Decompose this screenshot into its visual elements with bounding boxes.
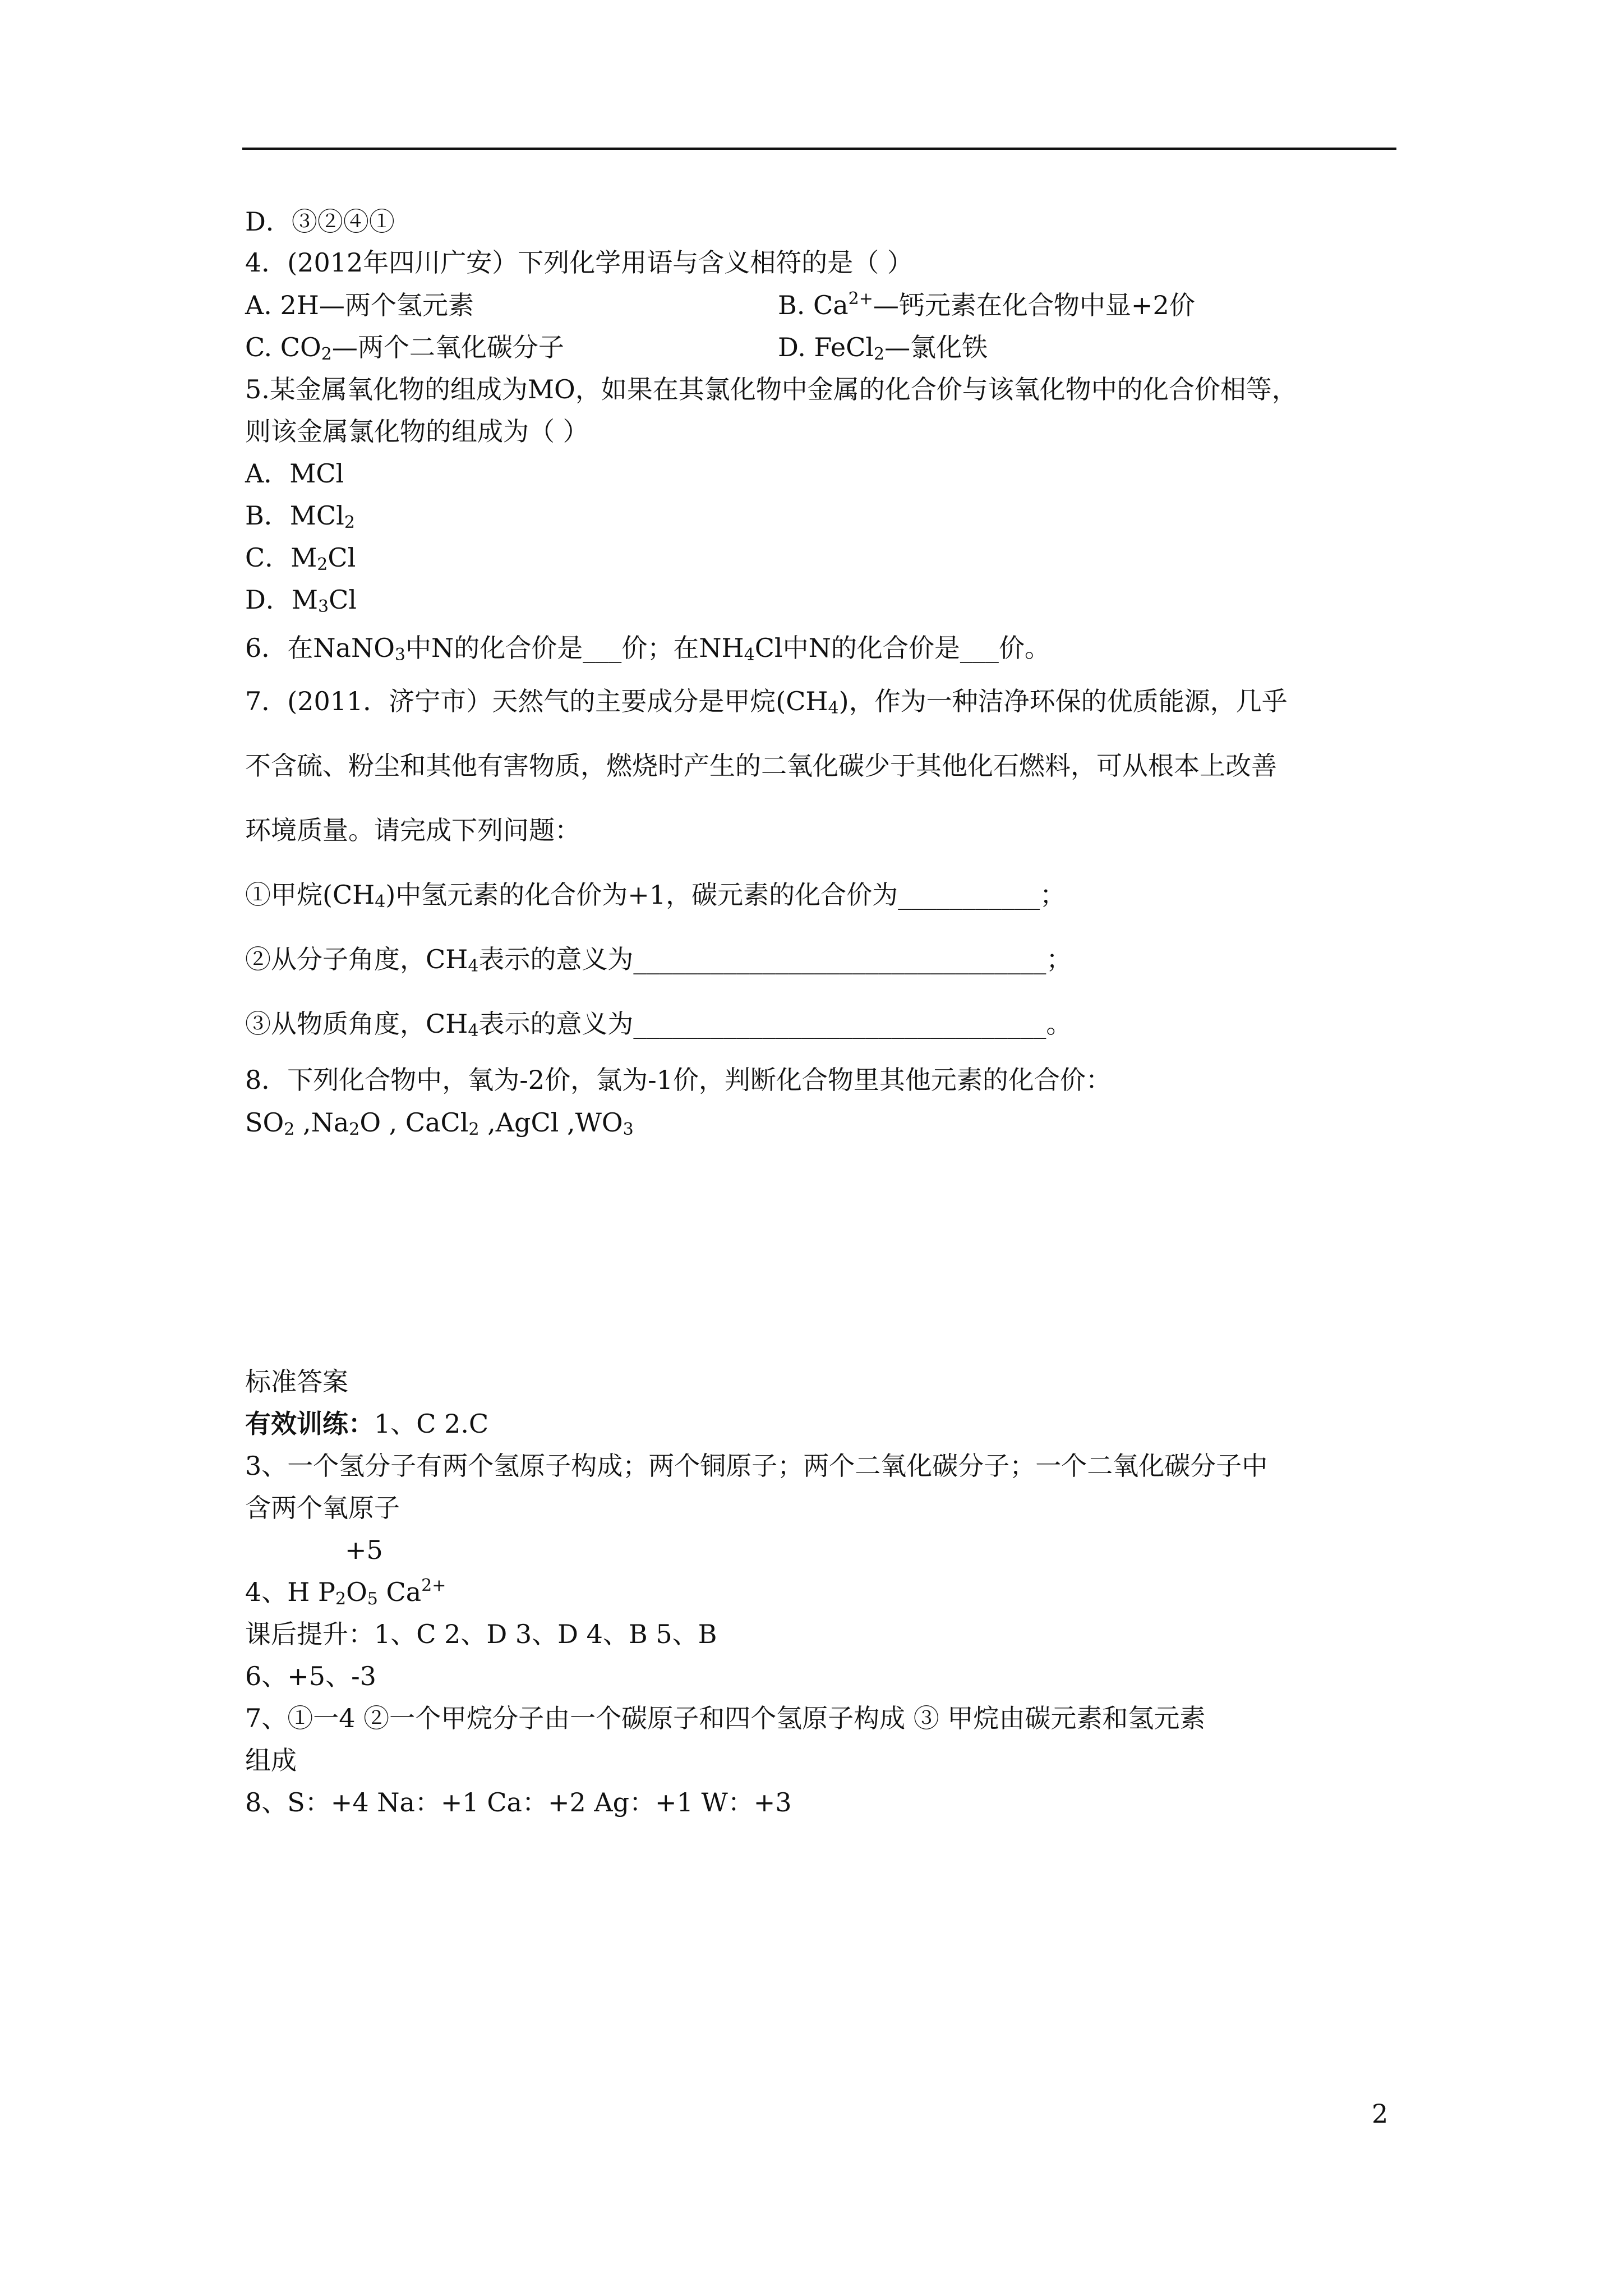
q7-line1: 7．(2011．济宁市）天然气的主要成分是甲烷$(CH_4)$，作为一种洁净环保的优质能源，几乎 xyxy=(245,686,1288,718)
answers-title: 标准答案 xyxy=(245,1366,348,1397)
answer-3-line2: 含两个氧原子 xyxy=(245,1493,400,1523)
q5-option-c: C．$M_2Cl$ xyxy=(245,542,356,574)
q5-option-a: A．MCl xyxy=(245,458,344,489)
q4-option-c: C. $CO_2—$两个二氧化碳分子 xyxy=(245,332,564,364)
answer-3-line1: 3、一个氢分子有两个氢原子构成；两个铜原子；两个二氧化碳分子；一个二氧化碳分子中 xyxy=(245,1451,1268,1481)
valence-mark: +5 xyxy=(345,1535,383,1565)
q5-option-d: D．$M_3Cl$ xyxy=(245,585,357,616)
q7-sub2: ②从分子角度，$CH_4$表示的意义为________________________________； xyxy=(245,944,1072,976)
answer-7-line1: 7、①一4 ②一个甲烷分子由一个碳原子和四个氢原子构成 ③ 甲烷由碳元素和氢元素 xyxy=(245,1703,1206,1733)
q7-sub3: ③从物质角度，$CH_4$表示的意义为________________________________。 xyxy=(245,1009,1072,1041)
page-number: 2 xyxy=(1372,2099,1389,2129)
header-rule xyxy=(242,148,1396,150)
answers-after-class: 课后提升：1、C 2、D 3、D 4、B 5、B xyxy=(245,1619,717,1649)
answer-4: 4、H $P_2O_5$ $Ca^{2+}$ xyxy=(245,1576,446,1609)
q7-sub1: ①甲烷$(CH_4)$中氢元素的化合价为+1，碳元素的化合价为___________； xyxy=(245,880,1066,912)
answer-7-line2: 组成 xyxy=(245,1745,297,1775)
answer-6: 6、+5、-3 xyxy=(245,1661,376,1691)
q6-text: 6．在NaNO$_3$中N的化合价是___价；在$NH_4Cl$中N的化合价是___价。 xyxy=(245,633,1050,665)
q4-option-a: A. 2H—两个氢元素 xyxy=(245,290,474,320)
q4-option-d: D. FeCl$_2$—氯化铁 xyxy=(778,332,988,364)
q4-stem: 4．(2012年四川广安）下列化学用语与含义相符的是（ ） xyxy=(245,247,913,278)
answers-effective-training: 有效训练：1、C 2.C xyxy=(245,1409,489,1439)
q5-option-b: B．MCl$_2$ xyxy=(245,500,355,532)
q3-option-d: D．③②④① xyxy=(245,206,395,237)
q7-line3: 环境质量。请完成下列问题： xyxy=(245,815,580,845)
q5-stem-line2: 则该金属氯化物的组成为（ ） xyxy=(245,416,589,447)
answer-8: 8、S：+4 Na：+1 Ca：+2 Ag：+1 W：+3 xyxy=(245,1787,792,1818)
q8-stem: 8．下列化合物中，氧为-2价，氯为-1价，判断化合物里其他元素的化合价： xyxy=(245,1065,1112,1095)
q7-line2: 不含硫、粉尘和其他有害物质，燃烧时产生的二氧化碳少于其他化石燃料，可从根本上改善 xyxy=(245,751,1277,781)
q8-formulas: $SO_2$ $,Na_2O$ , CaCl$_2$ ,AgCl $,WO_3$ xyxy=(245,1107,634,1139)
q4-option-b: B. $Ca^{2+}—$钙元素在化合物中显+2价 xyxy=(778,289,1195,320)
q5-stem-line1: 5.某金属氧化物的组成为MO，如果在其氯化物中金属的化合价与该氧化物中的化合价相等， xyxy=(245,374,1298,404)
